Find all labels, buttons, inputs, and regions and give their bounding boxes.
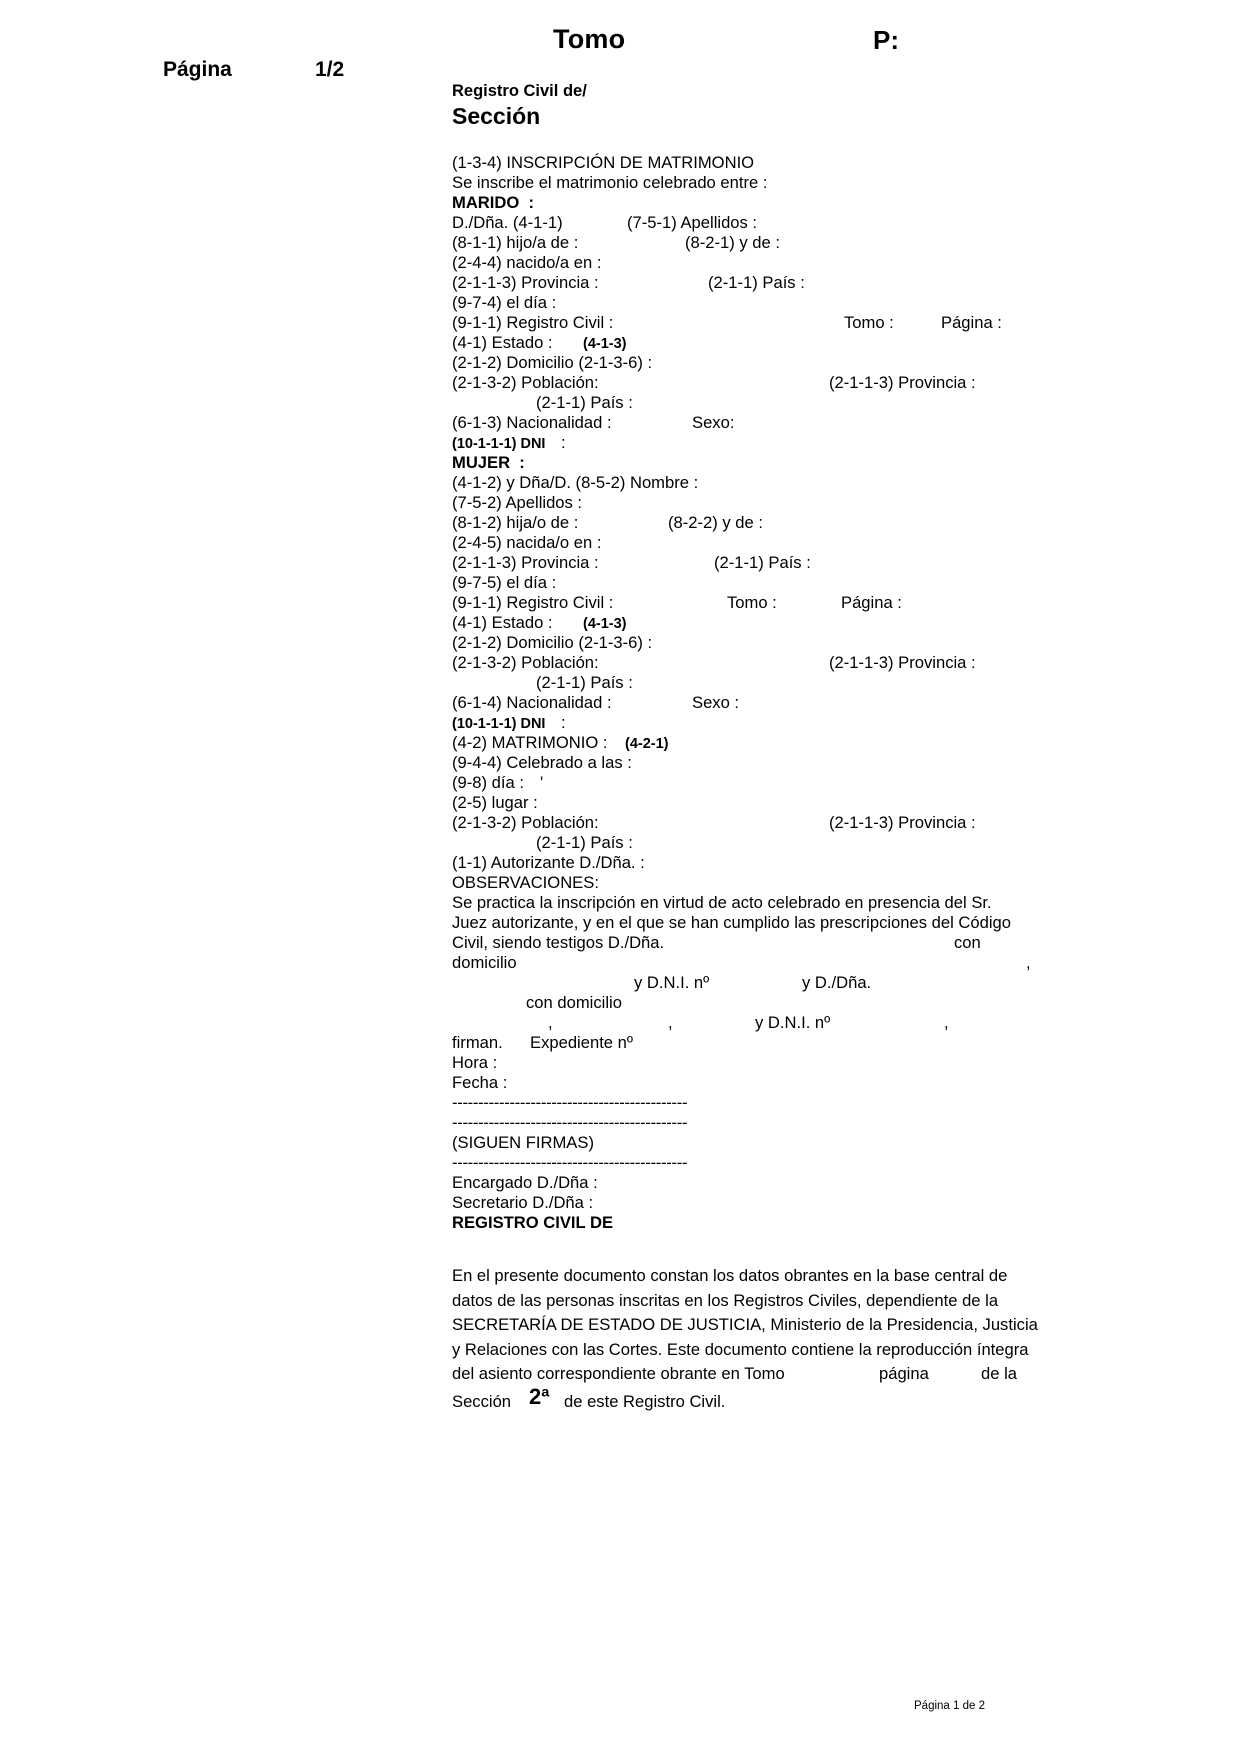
husband-heading: MARIDO : — [452, 193, 535, 212]
wife-heading: MUJER : — [452, 453, 525, 472]
record-intro: Se inscribe el matrimonio celebrado entre : — [452, 173, 768, 192]
marriage-celebrado: (9-4-4) Celebrado a las : — [452, 753, 632, 772]
siguen-firmas-label: (SIGUEN FIRMAS) — [452, 1133, 594, 1152]
husband-nacionalidad-line: (6-1-3) Nacionalidad : Sexo: — [452, 413, 735, 432]
husband-parents-line: (8-1-1) hijo/a de : (8-2-1) y de : — [452, 233, 780, 252]
marriage-heading-line: (4-2) MATRIMONIO : (4-2-1) — [452, 733, 669, 752]
record-title: (1-3-4) INSCRIPCIÓN DE MATRIMONIO — [452, 153, 755, 172]
wife-domicilio: (2-1-2) Domicilio (2-1-3-6) : — [452, 633, 653, 652]
husband-born-in: (2-4-4) nacido/a en : — [452, 253, 602, 272]
marriage-autorizante: (1-1) Autorizante D./Dña. : — [452, 853, 645, 872]
observaciones-witness2-dni: , , y D.N.I. nº , — [548, 1013, 949, 1032]
encargado-line: Encargado D./Dña : — [452, 1173, 598, 1192]
header-p-label: P: — [873, 25, 899, 55]
husband-day: (9-7-4) el día : — [452, 293, 557, 312]
record-body — [452, 153, 1052, 1233]
husband-province-line: (2-1-1-3) Provincia : (2-1-1) País : — [452, 273, 805, 292]
marriage-dia-line: (9-8) día : ' — [452, 773, 544, 792]
wife-registro-civil-line: (9-1-1) Registro Civil : Tomo : Página : — [452, 593, 902, 612]
closing-line-6: Sección 2ª de este Registro Civil. — [452, 1383, 726, 1411]
registro-civil-de-label: REGISTRO CIVIL DE — [452, 1213, 614, 1232]
closing-line-5: del asiento correspondiente obrante en Tomo página de la — [452, 1364, 1017, 1383]
header-seccion-label: Sección — [452, 103, 541, 129]
wife-nacionalidad-line: (6-1-4) Nacionalidad : Sexo : — [452, 693, 740, 712]
wife-dni-line: (10-1-1-1) DNI : — [452, 713, 566, 732]
header-pagina-value: 1/2 — [315, 58, 345, 81]
closing-paragraph — [452, 1264, 1052, 1417]
observaciones-firman-line: firman. Expediente nº — [452, 1033, 633, 1052]
wife-estado-line: (4-1) Estado : (4-1-3) — [452, 613, 627, 632]
wife-day: (9-7-5) el día : — [452, 573, 557, 592]
wife-poblacion-country: (2-1-1) País : — [536, 673, 633, 692]
observaciones-line-2: Juez autorizante, y en el que se han cumplido las prescripciones del Código — [452, 913, 1011, 932]
signature-rule-2: --------------------------------------------- — [452, 1113, 688, 1132]
signature-rule-1: --------------------------------------------- — [452, 1093, 688, 1112]
wife-name-line: (4-1-2) y Dña/D. (8-5-2) Nombre : — [452, 473, 699, 492]
husband-poblacion-line: (2-1-3-2) Población: (2-1-1-3) Provincia : — [452, 373, 976, 392]
observaciones-line-4: domicilio , — [452, 953, 1031, 972]
husband-poblacion-country: (2-1-1) País : — [536, 393, 633, 412]
observaciones-witness2-domicilio: con domicilio — [526, 993, 622, 1012]
closing-line-2: datos de las personas inscritas en los Registros Civiles, dependiente de la — [452, 1290, 999, 1310]
observaciones-heading: OBSERVACIONES: — [452, 873, 599, 892]
closing-line-4: y Relaciones con las Cortes. Este documento contiene la reproducción íntegra — [452, 1339, 1029, 1359]
observaciones-witness1-dni: y D.N.I. nº y D./Dña. — [634, 973, 872, 992]
husband-estado-line: (4-1) Estado : (4-1-3) — [452, 333, 627, 352]
secretario-line: Secretario D./Dña : — [452, 1193, 594, 1212]
header-pagina-label: Página — [163, 58, 232, 81]
wife-apellidos: (7-5-2) Apellidos : — [452, 493, 583, 512]
header-registro-civil-label: Registro Civil de/ — [452, 82, 587, 100]
wife-province-line: (2-1-1-3) Provincia : (2-1-1) País : — [452, 553, 811, 572]
closing-line-1: En el presente documento constan los datos obrantes en la base central de — [452, 1266, 1008, 1285]
observaciones-hora: Hora : — [452, 1053, 498, 1072]
wife-born-in: (2-4-5) nacida/o en : — [452, 533, 602, 552]
marriage-poblacion-country: (2-1-1) País : — [536, 833, 633, 852]
husband-dni-line: (10-1-1-1) DNI : — [452, 433, 566, 452]
husband-domicilio: (2-1-2) Domicilio (2-1-3-6) : — [452, 353, 653, 372]
husband-name-line: D./Dña. (4-1-1) (7-5-1) Apellidos : — [452, 213, 758, 232]
observaciones-line-3: Civil, siendo testigos D./Dña. con — [452, 933, 981, 952]
observaciones-fecha: Fecha : — [452, 1073, 508, 1092]
husband-registro-civil-line: (9-1-1) Registro Civil : Tomo : Página : — [452, 313, 1002, 332]
wife-parents-line: (8-1-2) hija/o de : (8-2-2) y de : — [452, 513, 763, 532]
closing-line-3: SECRETARÍA DE ESTADO DE JUSTICIA, Ministerio de la Presidencia, Justicia — [452, 1315, 1038, 1334]
observaciones-line-1: Se practica la inscripción en virtud de acto celebrado en presencia del Sr. — [452, 893, 992, 912]
marriage-lugar: (2-5) lugar : — [452, 793, 538, 812]
footer-page-indicator: Página 1 de 2 — [914, 1700, 985, 1712]
wife-poblacion-line: (2-1-3-2) Población: (2-1-1-3) Provincia : — [452, 653, 976, 672]
header-tomo-label: Tomo — [553, 24, 626, 54]
signature-rule-3: --------------------------------------------- — [452, 1153, 688, 1172]
marriage-poblacion-line: (2-1-3-2) Población: (2-1-1-3) Provincia : — [452, 813, 976, 832]
